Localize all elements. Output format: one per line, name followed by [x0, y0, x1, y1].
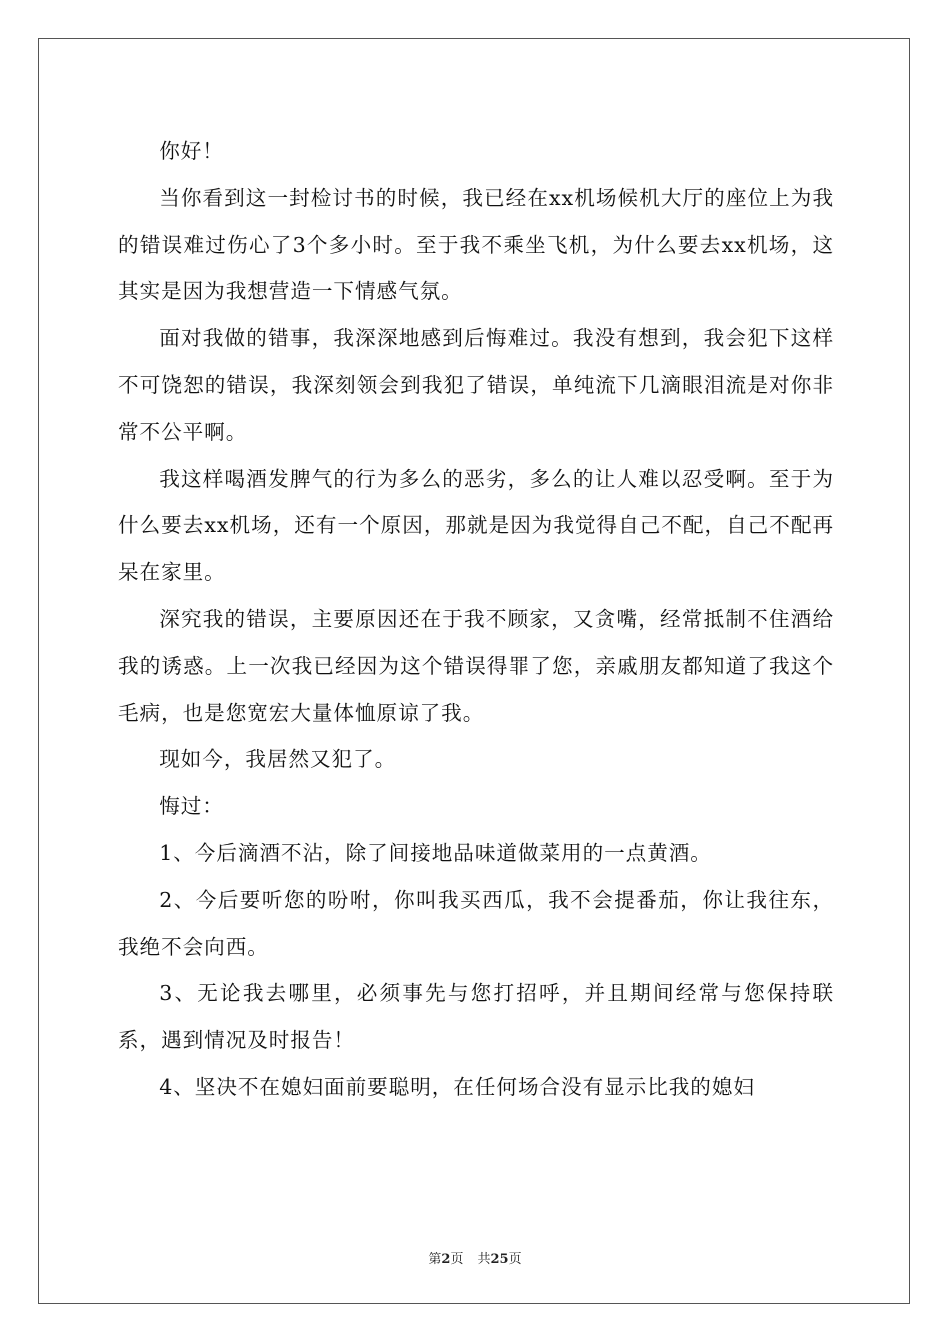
paragraph-heading-repentance: 悔过：	[159, 794, 224, 819]
page-label-suffix: 页	[450, 1252, 464, 1267]
paragraph: 我这样喝酒发脾气的行为多么的恶劣，多么的让人难以忍受啊。至于为什么要去xx机场，还有一个原因，那就是因为我觉得自己不配，自己不配再呆在家里。	[118, 466, 834, 585]
total-label-suffix: 页	[508, 1252, 522, 1267]
paragraph: 深究我的错误，主要原因还在于我不顾家，又贪嘴，经常抵制不住酒给我的诱惑。上一次我已经因为这个错误得罪了您，亲戚朋友都知道了我这个毛病，也是您宽宏大量体恤原谅了我。	[118, 606, 834, 725]
document-body	[118, 128, 834, 1111]
paragraph: 当你看到这一封检讨书的时候，我已经在xx机场候机大厅的座位上为我的错误难过伤心了3个多小时。至于我不乘坐飞机，为什么要去xx机场，这其实是因为我想营造一下情感气氛。	[118, 185, 834, 304]
total-pages: 25	[490, 1252, 509, 1267]
paragraph-greeting: 你好！	[159, 139, 224, 163]
paragraph: 现如今，我居然又犯了。	[159, 747, 397, 772]
paragraph: 面对我做的错事，我深深地感到后悔难过。我没有想到，我会犯下这样不可饶恕的错误，我深刻领会到我犯了错误，单纯流下几滴眼泪流是对你非常不公平啊。	[118, 326, 834, 444]
page-number: 2	[441, 1252, 451, 1267]
list-item: 4、坚决不在媳妇面前要聪明，在任何场合没有显示比我的媳妇	[159, 1074, 755, 1099]
list-item: 1、今后滴酒不沾，除了间接地品味道做菜用的一点黄酒。	[159, 840, 712, 865]
page-footer	[0, 1248, 950, 1267]
list-item: 2、今后要听您的吩咐，你叫我买西瓜，我不会提番茄，你让我往东，我绝不会向西。	[118, 887, 834, 959]
page-label-prefix: 第	[428, 1252, 442, 1267]
total-label-prefix: 共	[477, 1252, 491, 1267]
list-item: 3、无论我去哪里，必须事先与您打招呼，并且期间经常与您保持联系，遇到情况及时报告！	[118, 981, 834, 1053]
